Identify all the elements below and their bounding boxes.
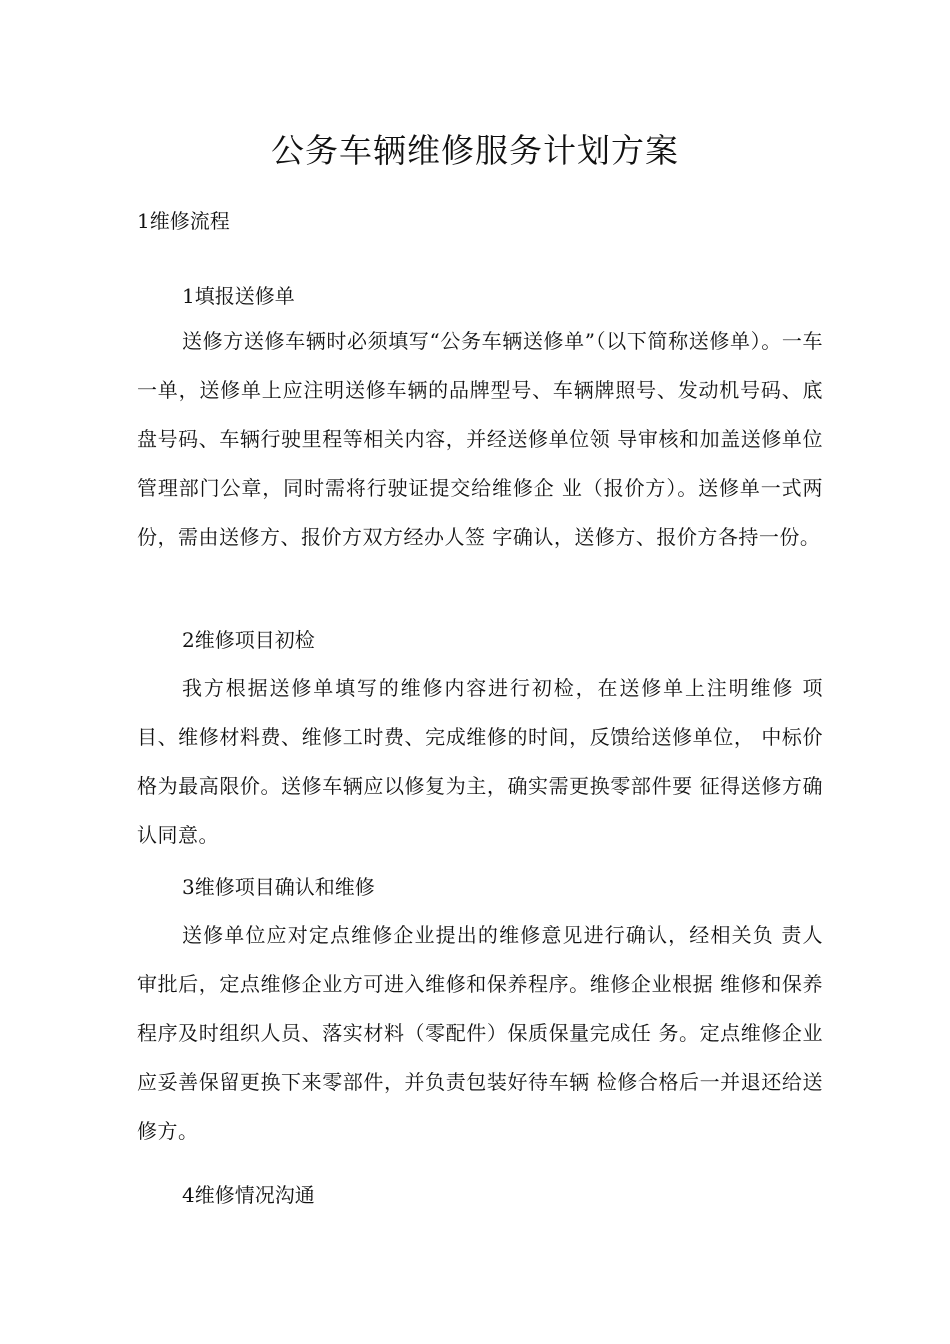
paragraph-fill-repair-form: 送修方送修车辆时必须填写“公务车辆送修单”（以下简称送修单）。一车一单，送修单上应注明送修车辆的品牌型号、车辆牌照号、发动机号码、底盘号码、车辆行驶里程等相关内容，并经送修单位领 导审核和加盖送修单位管理部门公章，同时需将行驶证提交给维修企 业（报价方）。送修单一式两份，需由送修方、报价方双方经办人签 字确认，送修方、报价方各持一份。 <box>137 329 823 549</box>
paragraph-initial-inspection: 我方根据送修单填写的维修内容进行初检，在送修单上注明维修 项目、维修材料费、维修工时费、完成维修的时间，反馈给送修单位， 中标价格为最高限价。送修车辆应以修复为主，确实需更换零部件要 征得送修方确认同意。 <box>137 676 823 847</box>
subsection-heading-confirm-and-repair: 3维修项目确认和维修 <box>182 875 375 899</box>
document-title: 公务车辆维修服务计划方案 <box>271 131 679 170</box>
subsection-heading-initial-inspection: 2维修项目初检 <box>182 628 315 652</box>
paragraph-confirm-and-repair: 送修单位应对定点维修企业提出的维修意见进行确认，经相关负 责人审批后，定点维修企业方可进入维修和保养程序。维修企业根据 维修和保养程序及时组织人员、落实材料（零配件）保质保量完成任 务。定点维修企业应妥善保留更换下来零部件，并负责包装好待车辆 检修合格后一并退还给送修方。 <box>137 923 823 1143</box>
subsection-heading-repair-communication: 4维修情况沟通 <box>182 1183 315 1207</box>
subsection-heading-fill-repair-form: 1填报送修单 <box>182 284 295 308</box>
section-heading-maintenance-process: 1维修流程 <box>137 209 230 233</box>
